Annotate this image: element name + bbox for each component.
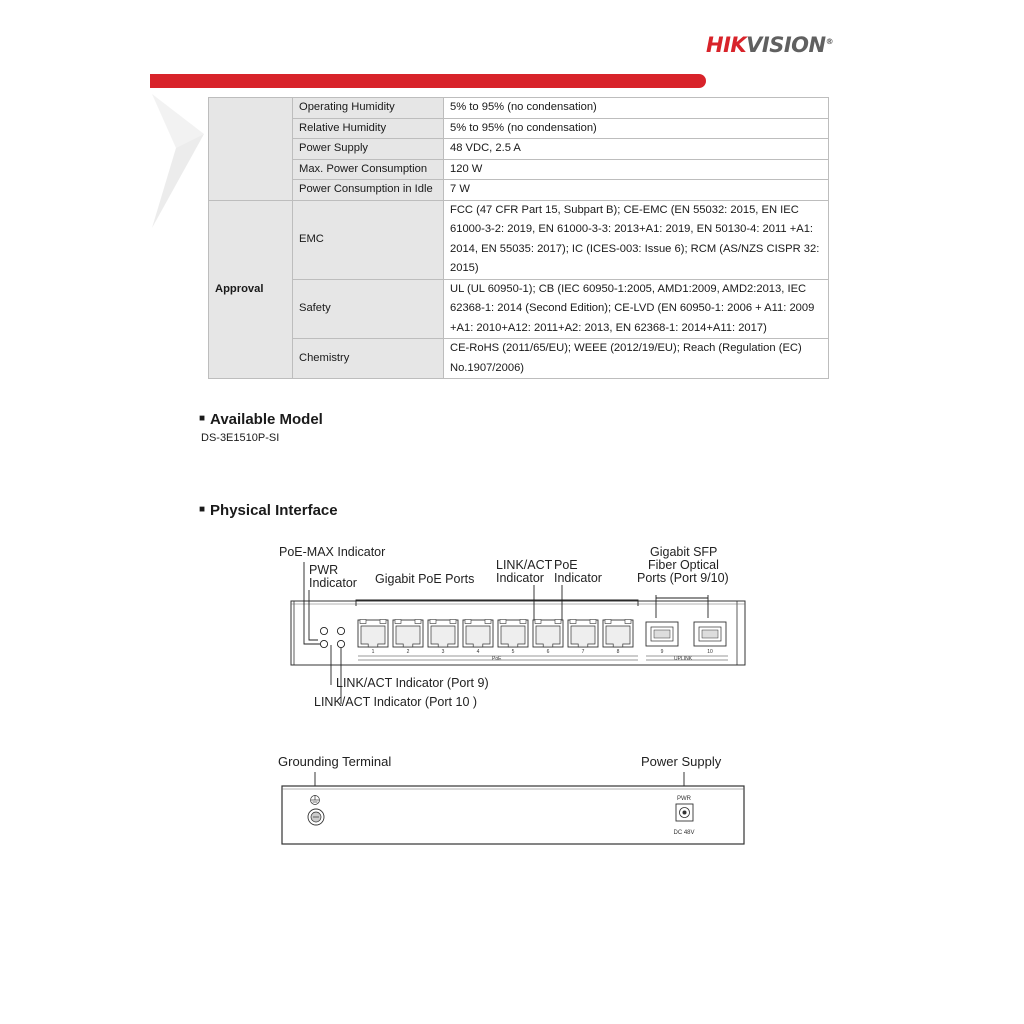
rj45-port	[463, 620, 493, 648]
port-led	[570, 620, 576, 624]
port-led	[485, 620, 491, 624]
header-red-bar	[150, 74, 706, 88]
link-act-label: LINK/ACT	[496, 558, 553, 572]
table-row	[209, 159, 829, 180]
rj45-port	[428, 620, 458, 648]
spec-table	[208, 97, 829, 379]
value-cell: 48 VDC, 2.5 A	[444, 139, 829, 160]
link10-label: LINK/ACT Indicator (Port 10 )	[314, 695, 478, 709]
rj45-port	[603, 620, 633, 648]
param-cell: Safety	[293, 279, 444, 339]
value-cell: 5% to 95% (no condensation)	[444, 118, 829, 139]
rj45-port	[568, 620, 598, 648]
sfp-number-9: 9	[660, 649, 664, 655]
poe-indicator-label-2: Indicator	[554, 571, 602, 585]
poe-indicator-label: PoE	[554, 558, 578, 572]
port-led	[465, 620, 471, 624]
port-number: 8	[616, 649, 620, 655]
rear-panel-diagram	[270, 748, 760, 853]
port-led	[360, 620, 366, 624]
table-row	[209, 118, 829, 139]
table-row	[209, 180, 829, 201]
value-cell: 5% to 95% (no condensation)	[444, 98, 829, 119]
port-number: 1	[371, 649, 375, 655]
poe-strip-label: PoE	[492, 656, 502, 662]
link-act-label-2: Indicator	[496, 571, 544, 585]
port-number: 6	[546, 649, 550, 655]
table-row	[209, 200, 829, 279]
param-cell: Chemistry	[293, 339, 444, 379]
sfp-label-2: Fiber Optical	[648, 558, 719, 572]
table-row	[209, 139, 829, 160]
port-led	[450, 620, 456, 624]
grounding-terminal	[308, 809, 324, 825]
table-row	[209, 279, 829, 339]
rj45-port	[498, 620, 528, 648]
hikvision-logo: HIKVISION®	[706, 33, 834, 57]
sfp-label: Gigabit SFP	[650, 545, 718, 559]
category-cell	[209, 98, 293, 201]
grounding-terminal-label: Grounding Terminal	[278, 754, 392, 769]
port-number: 7	[581, 649, 585, 655]
port-led	[590, 620, 596, 624]
param-cell: Power Consumption in Idle	[293, 180, 444, 201]
port-number: 4	[476, 649, 480, 655]
link9-label: LINK/ACT Indicator (Port 9)	[336, 676, 489, 690]
available-model-heading: ■ Available Model	[199, 411, 323, 428]
value-cell: CE-RoHS (2011/65/EU); WEEE (2012/19/EU); Reach (Regulation (EC) No.1907/2006)	[444, 339, 829, 379]
dc-power-jack	[676, 804, 693, 821]
pwr-label: PWR	[309, 563, 339, 577]
front-panel-diagram	[270, 540, 760, 715]
port-number: 2	[406, 649, 410, 655]
value-cell: 7 W	[444, 180, 829, 201]
param-cell: Relative Humidity	[293, 118, 444, 139]
rj45-port	[533, 620, 563, 648]
port-led	[520, 620, 526, 624]
approval-category-cell: Approval	[209, 200, 293, 379]
port-number: 5	[511, 649, 515, 655]
port-led	[555, 620, 561, 624]
param-cell: Operating Humidity	[293, 98, 444, 119]
model-number: DS-3E1510P-SI	[201, 432, 280, 444]
table-row	[209, 98, 829, 119]
port-led	[625, 620, 631, 624]
value-cell: FCC (47 CFR Part 15, Subpart B); CE-EMC (EN 55032: 2015, EN IEC 61000-3-2: 2019, EN 61000-3-3: 2013+A1: 2019, EN 50130-4: 2011 +A1: 2014, EN 55035: 2017); IC (ICES-003: Issue 6); RCM (AS/NZS CISPR 32: 2015)	[444, 200, 829, 279]
sfp-number-10: 10	[707, 649, 713, 655]
dc-voltage-text: DC 48V	[673, 830, 695, 836]
power-supply-label: Power Supply	[641, 754, 722, 769]
physical-interface-heading: ■ Physical Interface	[199, 502, 338, 519]
param-cell: Power Supply	[293, 139, 444, 160]
sfp-label-3: Ports (Port 9/10)	[637, 571, 729, 585]
gigabit-poe-label: Gigabit PoE Ports	[375, 572, 475, 586]
uplink-strip-label: UPLINK	[674, 656, 693, 662]
port-led	[415, 620, 421, 624]
poe-max-label: PoE-MAX Indicator	[279, 545, 386, 559]
value-cell: UL (UL 60950-1); CB (IEC 60950-1:2005, AMD1:2009, AMD2:2013, IEC 62368-1: 2014 (Second Edition); CE-LVD (EN 60950-1: 2006 + A11: 2009 +A1: 2010+A12: 2011+A2: 2013, EN 62368-1: 2014+A11: 2017)	[444, 279, 829, 339]
watermark-shape	[148, 92, 208, 232]
sfp-port-9	[646, 622, 678, 646]
port-led	[605, 620, 611, 624]
pwr-text: PWR	[677, 796, 691, 802]
rj45-port	[358, 620, 388, 648]
port-led	[395, 620, 401, 624]
param-cell: EMC	[293, 200, 444, 279]
port-led	[380, 620, 386, 624]
port-led	[535, 620, 541, 624]
port-number: 3	[441, 649, 445, 655]
sfp-port-10	[694, 622, 726, 646]
port-led	[430, 620, 436, 624]
port-led	[500, 620, 506, 624]
rj45-port	[393, 620, 423, 648]
pwr-label-2: Indicator	[309, 576, 357, 590]
table-row	[209, 339, 829, 379]
param-cell: Max. Power Consumption	[293, 159, 444, 180]
value-cell: 120 W	[444, 159, 829, 180]
